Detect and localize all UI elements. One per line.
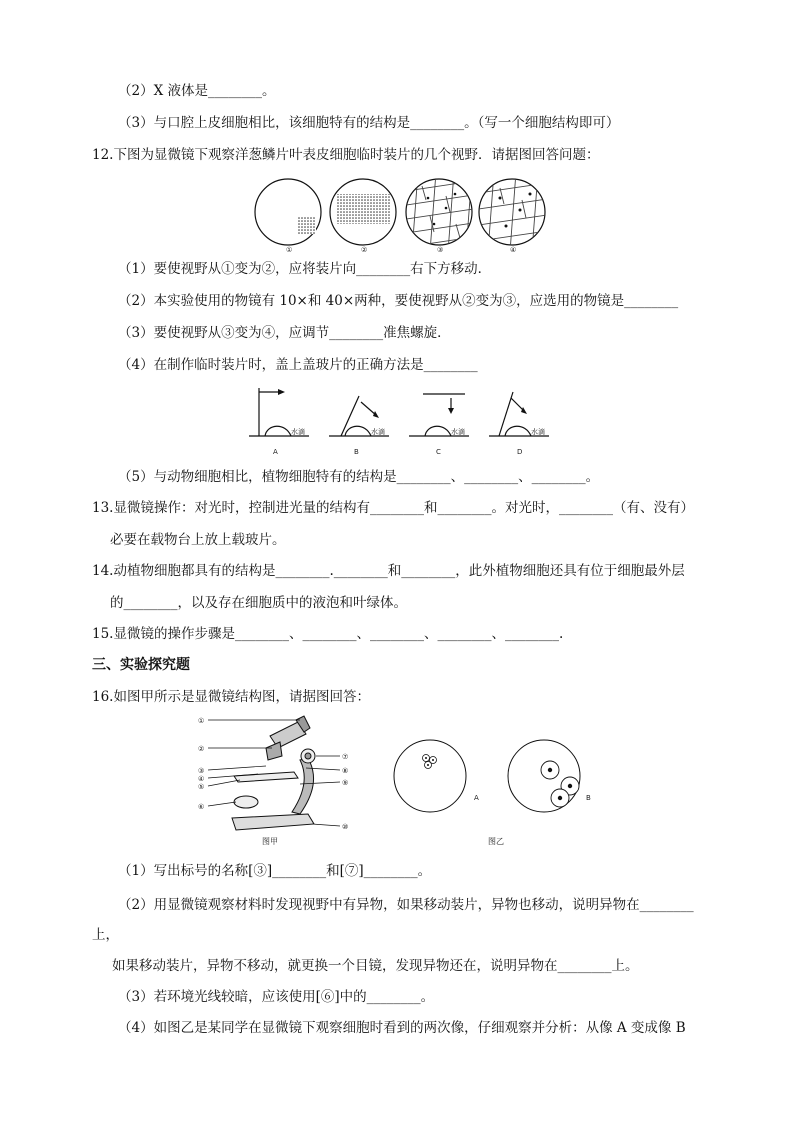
figure-jia-caption: 图甲 xyxy=(262,837,278,846)
field-1 xyxy=(255,179,321,245)
part-label-2: ② xyxy=(198,745,205,753)
field-label-1: ① xyxy=(286,246,293,254)
q12-part3: （3）要使视野从③变为④，应调节________准焦螺旋． xyxy=(118,325,451,341)
water-drop-label: 水滴 xyxy=(451,428,465,436)
part-label-8: ⑧ xyxy=(342,767,349,775)
method-label-c: C xyxy=(436,448,441,456)
part-label-1: ① xyxy=(198,717,205,725)
q12-part4: （4）在制作临时装片时，盖上盖玻片的正确方法是________ xyxy=(118,357,478,373)
part-label-9: ⑨ xyxy=(342,779,349,787)
q12-stem: 12.下图为显微镜下观察洋葱鳞片叶表皮细胞临时装片的几个视野．请据图回答问题： xyxy=(92,147,600,163)
q12-part5: （5）与动物细胞相比，植物细胞特有的结构是________、________、________。 xyxy=(118,469,600,485)
q13-line2: 必要在载物台上放上载玻片。 xyxy=(110,532,286,548)
water-drop-label: 水滴 xyxy=(371,428,385,436)
q11-part2: （2）X 液体是________。 xyxy=(118,83,276,99)
q14-line2: 的________，以及存在细胞质中的液泡和叶绿体。 xyxy=(110,595,407,611)
part-label-10: ⑩ xyxy=(342,823,349,831)
cell-views-figure xyxy=(392,738,608,848)
water-drop-label: 水滴 xyxy=(531,428,545,436)
q16-part1: （1）写出标号的名称[③]________和[⑦]________。 xyxy=(118,863,432,879)
field-label-2: ② xyxy=(361,246,368,254)
method-label-b: B xyxy=(354,448,359,456)
q11-part3: （3）与口腔上皮细胞相比，该细胞特有的结构是________。（写一个细胞结构即可） xyxy=(118,115,620,131)
view-a xyxy=(394,740,466,812)
q13-line1: 13.显微镜操作：对光时，控制进光量的结构有________和________。对光时，________（有、没有） xyxy=(92,500,694,516)
part-label-6: ⑥ xyxy=(198,803,205,811)
field-label-4: ④ xyxy=(510,246,517,254)
q12-field-figure xyxy=(250,172,550,254)
part-label-7: ⑦ xyxy=(342,753,349,761)
q16-part2-line1: （2）用显微镜观察材料时发现视野中有异物，如果移动装片，异物也移动，说明异物在________ xyxy=(118,897,694,913)
q15: 15.显微镜的操作步骤是________、________、________、________、________. xyxy=(92,626,564,642)
q16-stem: 16.如图甲所示是显微镜结构图，请据图回答： xyxy=(92,689,370,705)
q16-part3: （3）若环境光线较暗，应该使用[⑥]中的________。 xyxy=(118,989,435,1005)
part-label-5: ⑤ xyxy=(198,783,205,791)
q12-part2: （2）本实验使用的物镜有 10×和 40×两种，要使视野从②变为③，应选用的物镜是________ xyxy=(118,293,679,309)
q16-part2-line2: 上， xyxy=(92,927,119,943)
method-label-d: D xyxy=(517,448,523,456)
figure-yi-caption: 图乙 xyxy=(488,837,504,846)
water-drop-label: 水滴 xyxy=(291,428,305,436)
method-label-a: A xyxy=(273,448,278,456)
q12-part1: （1）要使视野从①变为②，应将装片向________右下方移动． xyxy=(118,261,492,277)
view-label-b: B xyxy=(586,794,591,802)
section-heading: 三、实验探究题 xyxy=(92,657,190,673)
microscope-figure xyxy=(196,714,356,848)
part-label-3: ③ xyxy=(198,767,205,775)
field-3 xyxy=(406,179,472,245)
part-label-4: ④ xyxy=(198,775,205,783)
q14-line1: 14.动植物细胞都具有的结构是________.________和________，此外植物细胞还具有位于细胞最外层 xyxy=(92,563,685,579)
view-label-a: A xyxy=(474,794,479,802)
field-label-3: ③ xyxy=(437,246,444,254)
coverslip-methods-figure xyxy=(245,382,555,458)
q16-part2-line3: 如果移动装片，异物不移动，就更换一个目镜，发现异物还在，说明异物在________上。 xyxy=(112,958,639,974)
q16-part4: （4）如图乙是某同学在显微镜下观察细胞时看到的两次像，仔细观察并分析：从像 A 变成像 B xyxy=(118,1020,686,1036)
